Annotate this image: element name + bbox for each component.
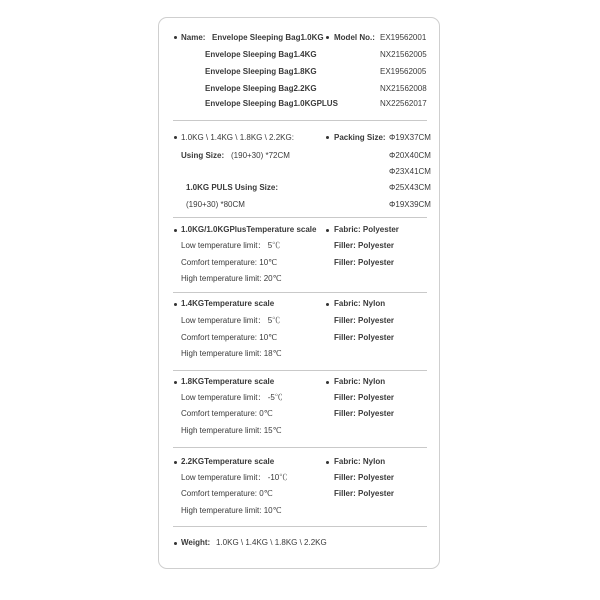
model-number: NX21562005 (380, 50, 427, 59)
divider (173, 120, 427, 121)
high-temperature-limit: High temperature limit: 20℃ (181, 274, 282, 283)
low-temperature-limit: Low temperature limit： -10℃ (181, 473, 288, 482)
product-name: Envelope Sleeping Bag1.0KGPLUS (205, 99, 338, 108)
fabric-spec: Fabric: Nylon (334, 299, 386, 308)
divider (173, 447, 427, 448)
product-name: Envelope Sleeping Bag1.4KG (205, 50, 317, 59)
filler-spec: Filler: Polyester (334, 489, 395, 498)
weight-value: 1.0KG \ 1.4KG \ 1.8KG \ 2.2KG (216, 538, 327, 547)
bullet-dot-icon (174, 303, 177, 306)
model-number: EX19562005 (380, 67, 427, 76)
temperature-scale-title: 1.4KGTemperature scale (181, 299, 275, 308)
bullet-dot-icon (326, 136, 329, 139)
puls-using-size-label: 1.0KG PULS Using Size: (186, 183, 279, 192)
fabric-spec: Fabric: Polyester (334, 225, 399, 234)
bullet-dot-icon (174, 136, 177, 139)
bullet-dot-icon (174, 381, 177, 384)
packing-size-value: Φ20X40CM (389, 151, 431, 160)
filler-spec: Filler: Polyester (334, 333, 395, 342)
model-number: NX21562008 (380, 84, 427, 93)
puls-using-size-value: (190+30) *80CM (186, 200, 245, 209)
product-name: Envelope Sleeping Bag1.0KG (212, 33, 324, 42)
bullet-dot-icon (174, 36, 177, 39)
using-size-value: (190+30) *72CM (231, 151, 290, 160)
filler-spec: Filler: Polyester (334, 393, 395, 402)
fabric-spec: Fabric: Nylon (334, 457, 386, 466)
filler-spec: Filler: Polyester (334, 409, 395, 418)
low-temperature-limit: Low temperature limit： -5℃ (181, 393, 283, 402)
comfort-temperature: Comfort temperature: 10℃ (181, 258, 278, 267)
filler-spec: Filler: Polyester (334, 316, 395, 325)
filler-spec: Filler: Polyester (334, 241, 395, 250)
bullet-dot-icon (326, 36, 329, 39)
temperature-scale-title: 2.2KGTemperature scale (181, 457, 275, 466)
size-weights-line: 1.0KG \ 1.4KG \ 1.8KG \ 2.2KG: (181, 133, 294, 142)
model-number: EX19562001 (380, 33, 427, 42)
packing-size-label: Packing Size: (334, 133, 386, 142)
packing-size-value: Φ23X41CM (389, 167, 431, 176)
packing-size-value: Φ19X39CM (389, 200, 431, 209)
low-temperature-limit: Low temperature limit： 5℃ (181, 316, 281, 325)
bullet-dot-icon (174, 542, 177, 545)
name-label: Name: (181, 33, 206, 42)
comfort-temperature: Comfort temperature: 0℃ (181, 409, 273, 418)
bullet-dot-icon (174, 461, 177, 464)
comfort-temperature: Comfort temperature: 0℃ (181, 489, 273, 498)
product-name: Envelope Sleeping Bag1.8KG (205, 67, 317, 76)
filler-spec: Filler: Polyester (334, 473, 395, 482)
bullet-dot-icon (326, 461, 329, 464)
bullet-dot-icon (326, 229, 329, 232)
product-name: Envelope Sleeping Bag2.2KG (205, 84, 317, 93)
packing-size-value: Φ25X43CM (389, 183, 431, 192)
filler-spec: Filler: Polyester (334, 258, 395, 267)
fabric-spec: Fabric: Nylon (334, 377, 386, 386)
temperature-scale-title: 1.0KG/1.0KGPlusTemperature scale (181, 225, 317, 234)
bullet-dot-icon (326, 303, 329, 306)
packing-size-value: Φ19X37CM (389, 133, 431, 142)
comfort-temperature: Comfort temperature: 10℃ (181, 333, 278, 342)
high-temperature-limit: High temperature limit: 18℃ (181, 349, 282, 358)
high-temperature-limit: High temperature limit: 15℃ (181, 426, 282, 435)
divider (173, 292, 427, 293)
weight-label: Weight: (181, 538, 211, 547)
bullet-dot-icon (174, 229, 177, 232)
model-label: Model No.: (334, 33, 375, 42)
using-size-label: Using Size: (181, 151, 225, 160)
divider (173, 217, 427, 218)
low-temperature-limit: Low temperature limit： 5℃ (181, 241, 281, 250)
bullet-dot-icon (326, 381, 329, 384)
divider (173, 526, 427, 527)
temperature-scale-title: 1.8KGTemperature scale (181, 377, 275, 386)
high-temperature-limit: High temperature limit: 10℃ (181, 506, 282, 515)
model-number: NX22562017 (380, 99, 427, 108)
divider (173, 370, 427, 371)
